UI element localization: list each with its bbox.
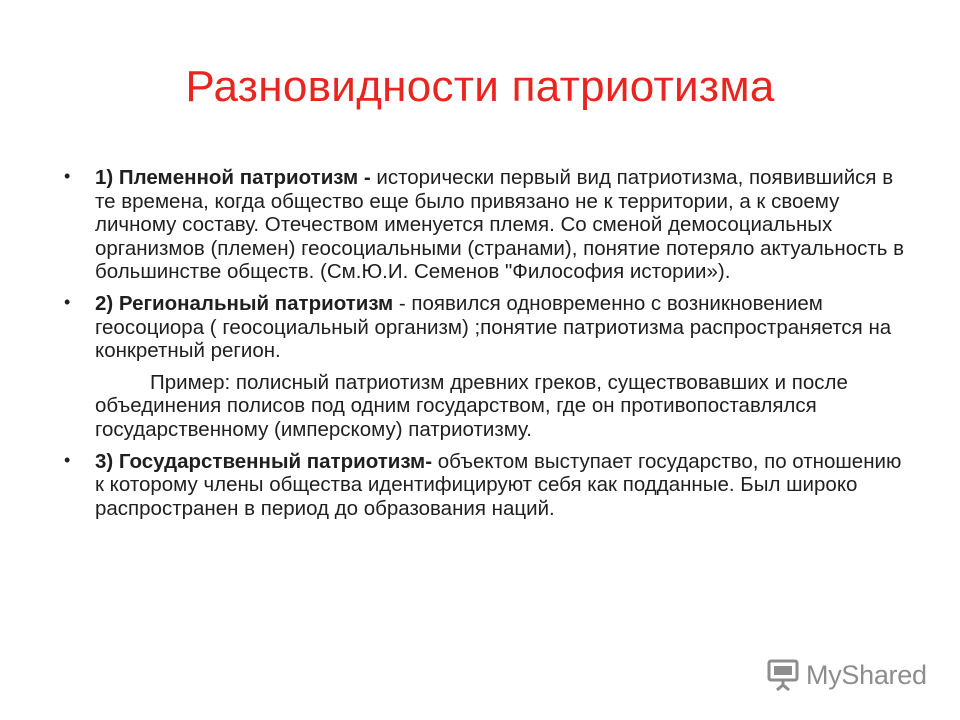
item-body: - появился одновременно с возникновением геосоциора ( геосоциальный организм) ;понятие патриотизма распространяется на конкретный регион.	[95, 291, 892, 363]
bullet-icon: •	[64, 449, 71, 470]
bullet-list	[64, 166, 910, 520]
bullet-icon: •	[64, 291, 71, 312]
slide-title: Разновидности патриотизма	[185, 62, 775, 111]
item-heading: 1) Племенной патриотизм -	[95, 166, 371, 189]
list-item	[64, 292, 910, 442]
item-heading: 3) Государственный патриотизм-	[95, 449, 433, 473]
item-example-text: Пример: полисный патриотизм древних греков, существовавших и после объединения полисов под одним государством, где он противопоставлялся государственному (имперскому) патриотизму.	[95, 370, 848, 441]
list-item	[64, 166, 910, 284]
item-body: объектом выступает государство, по отношению к которому члены общества идентифицируют себя как подданные. Был широко распространен в период до образования наций.	[95, 449, 902, 520]
item-text	[95, 292, 910, 363]
item-text	[95, 450, 910, 521]
item-text	[95, 166, 910, 284]
list-item	[64, 450, 910, 521]
item-body: исторически первый вид патриотизма, появившийся в те времена, когда общество еще было привязано не к территории, а к своему личному составу. Отечеством именуется племя. Со сменой демосоциальных организмов (племен) геосоциальными (странами), понятие потеряло актуальность в большинстве обществ. (См.Ю.И. Семенов "Философия истории»).	[95, 166, 905, 284]
item-heading: 2) Региональный патриотизм	[95, 291, 394, 315]
bullet-icon: •	[64, 166, 71, 186]
item-example	[95, 371, 910, 442]
presentation-board-icon	[766, 659, 800, 691]
watermark-text: MyShared	[806, 659, 927, 690]
watermark-logo	[766, 658, 927, 692]
